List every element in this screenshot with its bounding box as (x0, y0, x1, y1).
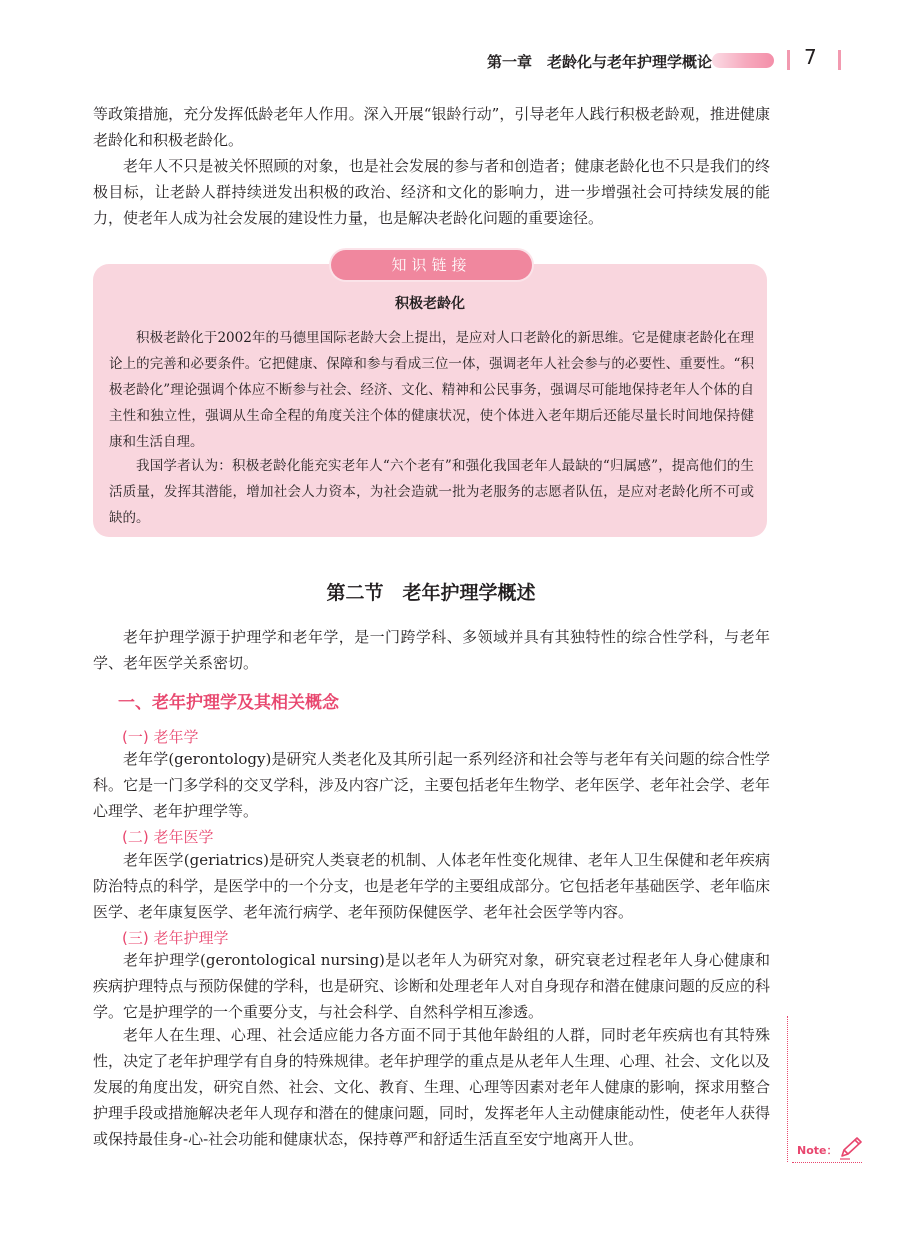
geriatrics-paragraph: 老年医学(geriatrics)是研究人类衰老的机制、人体老年性变化规律、老年人卫生保健和老年疾病防治特点的科学，是医学中的一个分支，也是老年学的主要组成部分。它包括老年基础医学、老年临床医学、老年康复医学、老年流行病学、老年预防保健医学、老年社会医学等内容。 (93, 851, 770, 921)
chapter-title: 第一章 老龄化与老年护理学概论 (486, 53, 712, 71)
intro-paragraph-1: 等政策措施，充分发挥低龄老年人作用。深入开展“银龄行动”，引导老年人践行积极老龄观，推进健康老龄化和积极老龄化。 (93, 105, 770, 149)
page-header (0, 44, 900, 78)
pencil-icon (838, 1136, 864, 1160)
section-title: 第二节 老年护理学概述 (326, 582, 536, 604)
subheading-gerontology: (一) 老年学 (122, 728, 199, 746)
knowledge-box-title: 积极老龄化 (395, 296, 465, 312)
intro-paragraph-2: 老年人不只是被关怀照顾的对象，也是社会发展的参与者和创造者；健康老龄化也不只是我们的终极目标，让老龄人群持续迸发出积极的政治、经济和文化的影响力，进一步增强社会可持续发展的能力，使老年人成为社会发展的建设性力量，也是解决老龄化问题的重要途径。 (93, 157, 770, 227)
subheading-geriatrics: (二) 老年医学 (122, 828, 214, 846)
header-separator (787, 50, 790, 70)
header-decor-bar (712, 53, 774, 68)
section-intro: 老年护理学源于护理学和老年学，是一门跨学科、多领域并具有其独特性的综合性学科，与老年学、老年医学关系密切。 (93, 628, 770, 672)
subheading-gerontological-nursing: (三) 老年护理学 (122, 929, 229, 947)
gerontological-nursing-paragraph-1: 老年护理学(gerontological nursing)是以老年人为研究对象，研究衰老过程老年人身心健康和疾病护理特点与预防保健的学科，也是研究、诊断和处理老年人对自身现存和潜在健康问题的反应的科学。它是护理学的一个重要分支，与社会科学、自然科学相互渗透。 (93, 951, 770, 1021)
note-underline (792, 1162, 862, 1163)
knowledge-box-paragraph-1: 积极老龄化于2002年的马德里国际老龄大会上提出，是应对人口老龄化的新思维。它是健康老龄化在理论上的完善和必要条件。它把健康、保障和参与看成三位一体，强调老年人社会参与的必要性、重要性。“积极老龄化”理论强调个体应不断参与社会、经济、文化、精神和公民事务，强调尽可能地保持老年人个体的自主性和独立性，强调从生命全程的角度关注个体的健康状况，使个体进入老年期后还能尽量长时间地保持健康和生活自理。 (109, 330, 754, 450)
gerontology-paragraph: 老年学(gerontology)是研究人类老化及其所引起一系列经济和社会等与老年有关问题的综合性学科。它是一门多学科的交叉学科，涉及内容广泛，主要包括老年生物学、老年医学、老年社会学、老年心理学、老年护理学等。 (93, 750, 770, 820)
header-separator (838, 50, 841, 70)
page-number: 7 (804, 45, 817, 69)
note-label: Note： (797, 1144, 838, 1157)
knowledge-box-paragraph-2: 我国学者认为：积极老龄化能充实老年人“六个老有”和强化我国老年人最缺的“归属感”，提高他们的生活质量，发挥其潜能，增加社会人力资本，为社会造就一批为老服务的志愿者队伍，是应对老龄化所不可或缺的。 (109, 458, 754, 526)
note-margin-line (787, 1016, 788, 1162)
gerontological-nursing-paragraph-2: 老年人在生理、心理、社会适应能力各方面不同于其他年龄组的人群，同时老年疾病也有其特殊性，决定了老年护理学有自身的特殊规律。老年护理学的重点是从老年人生理、心理、社会、文化以及发展的角度出发，研究自然、社会、文化、教育、生理、心理等因素对老年人健康的影响，探求用整合护理手段或措施解决老年人现存和潜在的健康问题，同时，发挥老年人主动健康能动性，使老年人获得或保持最佳身-心-社会功能和健康状态，保持尊严和舒适生活直至安宁地离开人世。 (93, 1026, 770, 1148)
knowledge-link-tab: 知识链接 (331, 250, 532, 280)
heading-level-1: 一、老年护理学及其相关概念 (118, 693, 339, 713)
